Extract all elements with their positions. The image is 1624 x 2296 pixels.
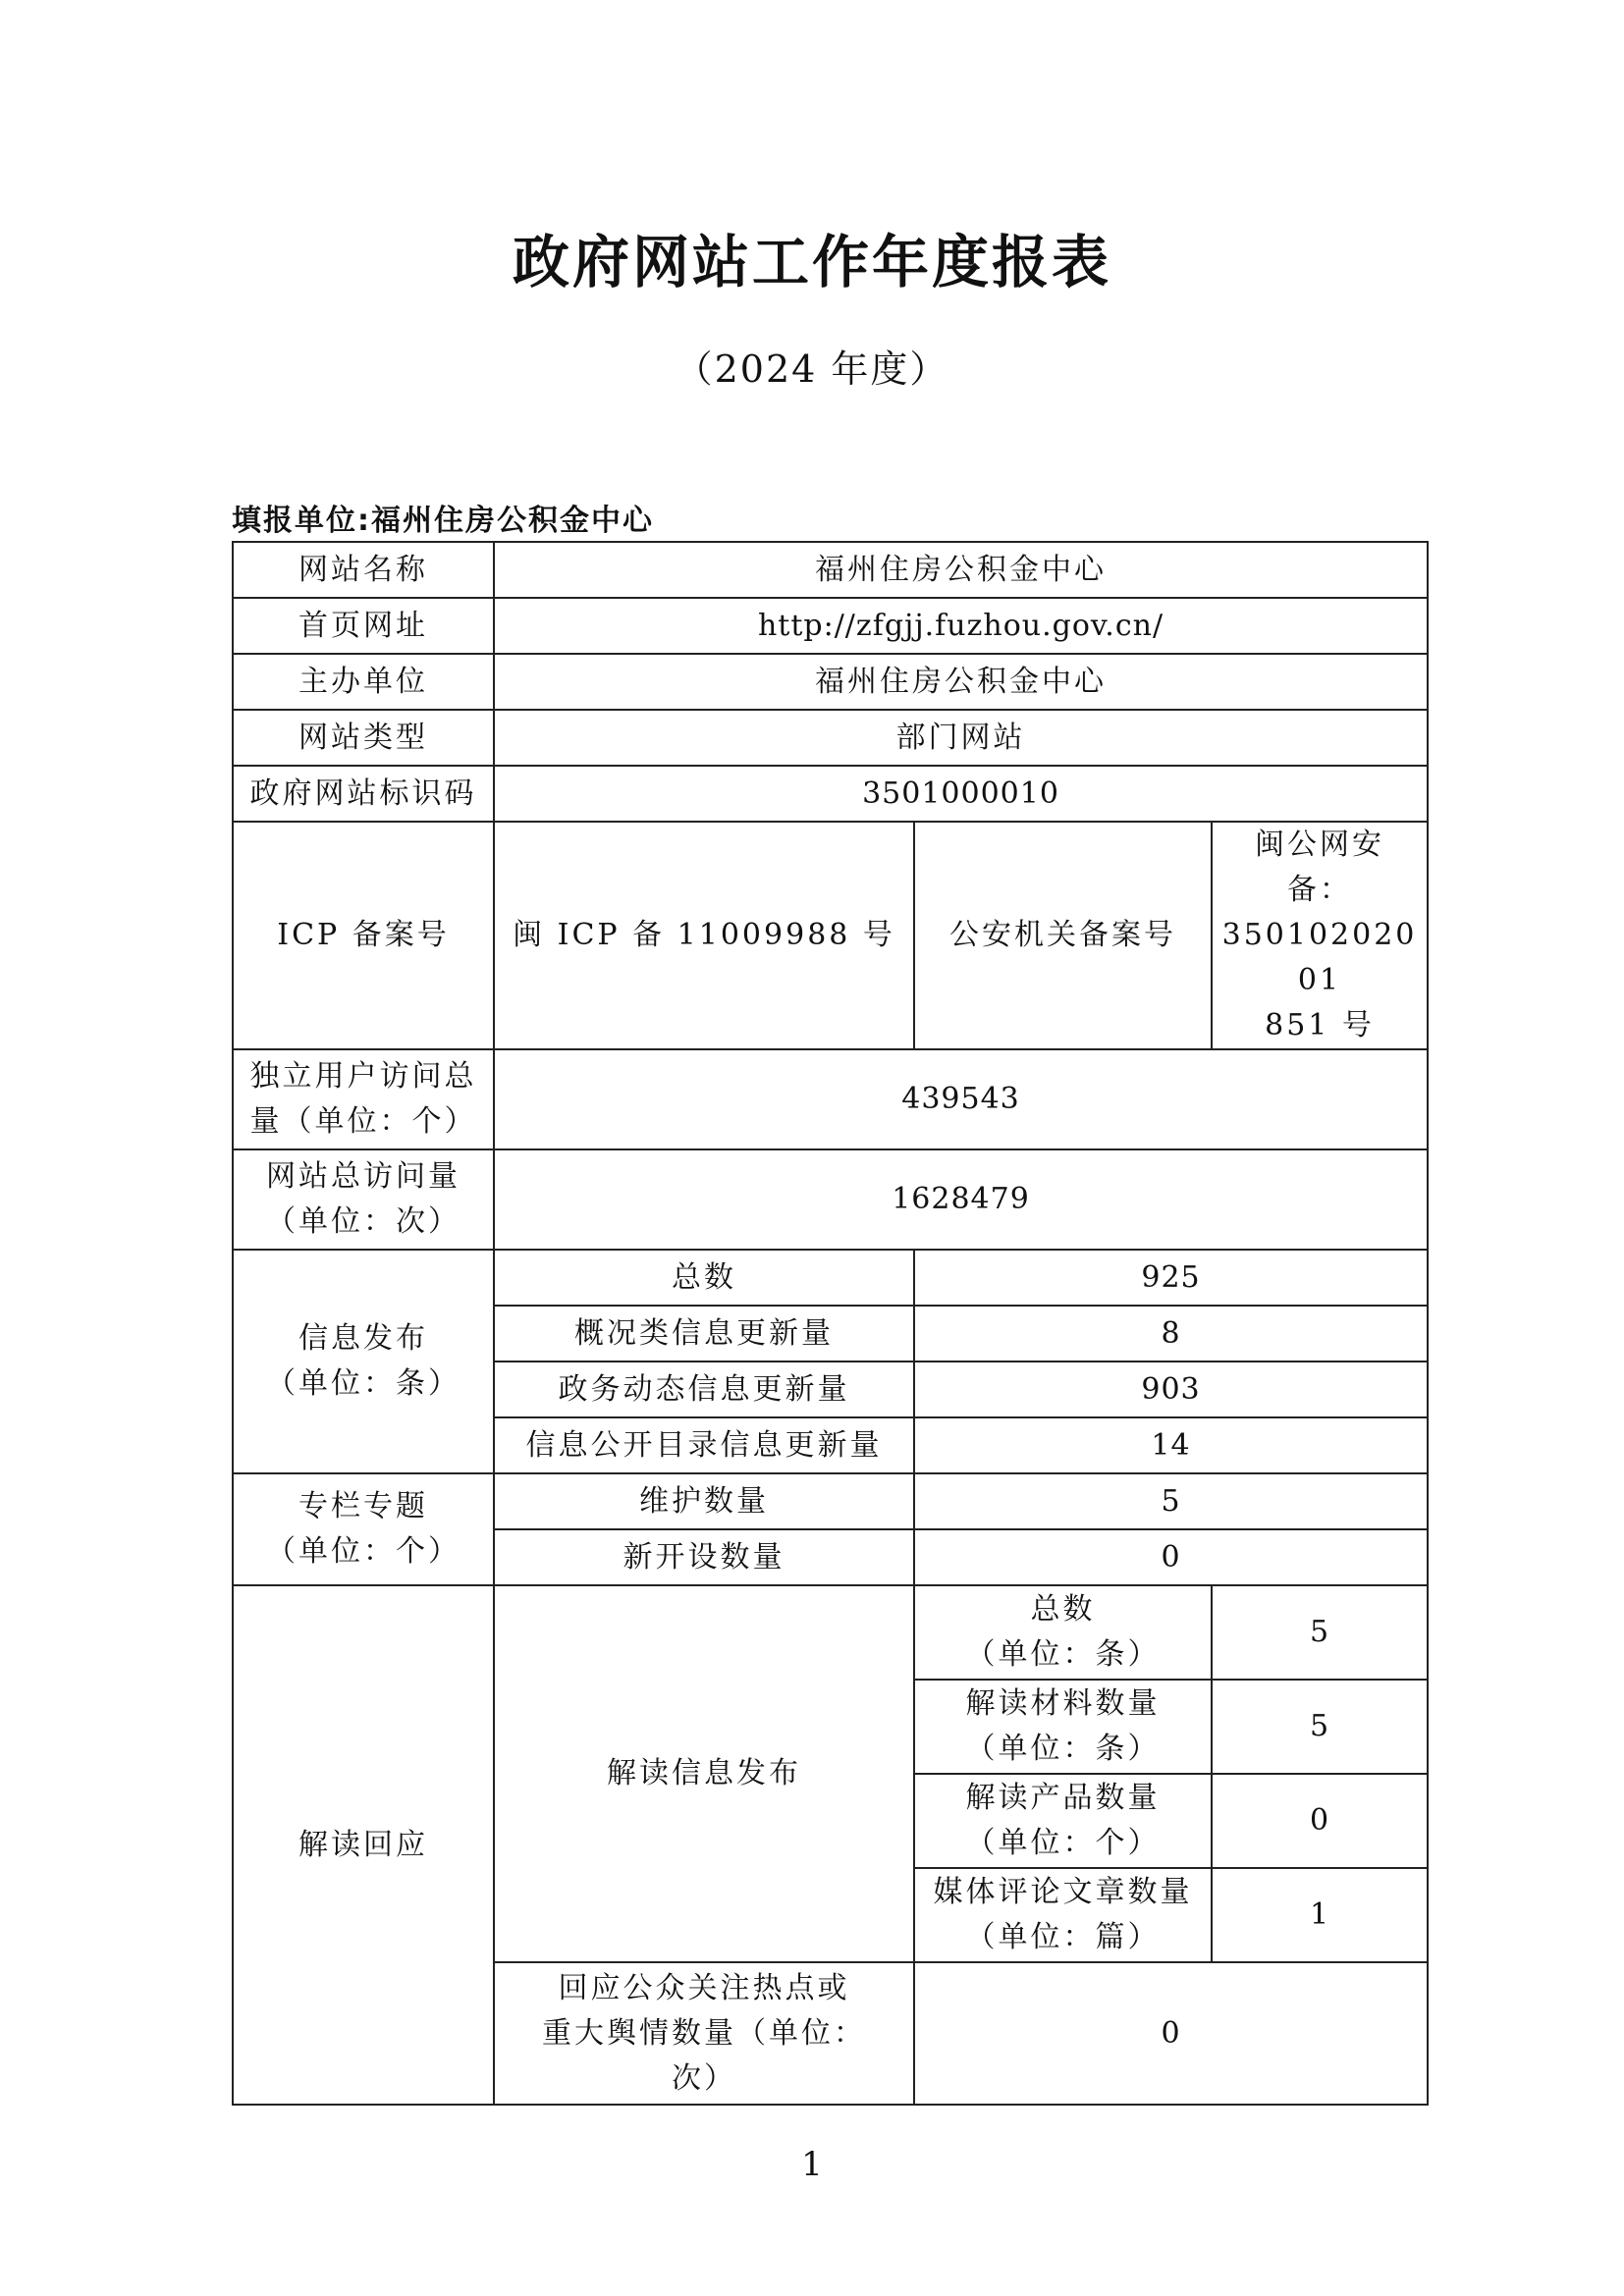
homepage-url: http://zfgjj.fuzhou.gov.cn/ <box>494 598 1428 654</box>
cell-value: 925 <box>914 1250 1428 1306</box>
reporting-unit: 填报单位:福州住房公积金中心 <box>232 504 654 538</box>
cell-value: 福州住房公积金中心 <box>494 542 1428 598</box>
label-line: 量（单位：个） <box>249 1104 477 1139</box>
label-line: 次） <box>672 2060 736 2096</box>
sub-section-label: 解读信息发布 <box>494 1585 914 1962</box>
cell-label: 总数 <box>494 1250 914 1306</box>
cell-label: 网站类型 <box>233 710 494 766</box>
label-line: 解读材料数量 <box>965 1686 1161 1721</box>
cell-value: 5 <box>1212 1680 1428 1774</box>
table-row <box>233 598 1428 654</box>
label-line: （单位：条） <box>965 1637 1161 1672</box>
cell-value: 0 <box>914 1529 1428 1585</box>
label-line: 总数 <box>1030 1592 1096 1627</box>
label-line: 独立用户访问总 <box>249 1059 477 1094</box>
label-line: （单位：次） <box>266 1204 460 1239</box>
cell-label: 首页网址 <box>233 598 494 654</box>
cell-label <box>233 1049 494 1149</box>
label-line: 网站总访问量 <box>266 1159 460 1194</box>
cell-value: 439543 <box>494 1049 1428 1149</box>
icp-number: 闽 ICP 备 11009988 号 <box>494 822 914 1049</box>
cell-value: 903 <box>914 1362 1428 1417</box>
cell-value: 8 <box>914 1306 1428 1362</box>
cell-label: 信息公开目录信息更新量 <box>494 1417 914 1473</box>
cell-value: 0 <box>1212 1774 1428 1868</box>
label-line: （单位：个） <box>965 1826 1161 1860</box>
cell-value: 福州住房公积金中心 <box>494 654 1428 710</box>
cell-value: 5 <box>1212 1585 1428 1680</box>
label-line: 重大舆情数量（单位： <box>542 2015 866 2051</box>
page-number: 1 <box>801 2145 823 2184</box>
cell-value: 14 <box>914 1417 1428 1473</box>
label-line: （单位：个） <box>266 1534 460 1569</box>
page-title: 政府网站工作年度报表 <box>512 229 1111 295</box>
cell-label: 概况类信息更新量 <box>494 1306 914 1362</box>
cell-label: ICP 备案号 <box>233 822 494 1049</box>
cell-label <box>233 1149 494 1250</box>
label-line: （单位：条） <box>266 1366 460 1401</box>
cell-label: 主办单位 <box>233 654 494 710</box>
label-line: 解读产品数量 <box>965 1781 1161 1815</box>
police-record-number <box>1212 822 1428 1049</box>
cell-label: 公安机关备案号 <box>914 822 1212 1049</box>
label-line: （单位：篇） <box>965 1920 1161 1954</box>
police-record-line: 851 号 <box>1265 1008 1375 1042</box>
cell-label: 新开设数量 <box>494 1529 914 1585</box>
table-row <box>233 654 1428 710</box>
cell-value: 部门网站 <box>494 710 1428 766</box>
cell-value: 3501000010 <box>494 766 1428 822</box>
table-row <box>233 542 1428 598</box>
cell-label: 维护数量 <box>494 1473 914 1529</box>
cell-value: 5 <box>914 1473 1428 1529</box>
cell-value: 0 <box>914 1962 1428 2105</box>
table-row <box>233 710 1428 766</box>
table-row <box>233 1473 1428 1529</box>
section-label: 解读回应 <box>233 1585 494 2105</box>
cell-label: 网站名称 <box>233 542 494 598</box>
police-record-line: 备： <box>1287 873 1353 907</box>
label-line: 信息发布 <box>298 1321 428 1356</box>
cell-label <box>914 1680 1212 1774</box>
section-label <box>233 1250 494 1473</box>
label-line: 媒体评论文章数量 <box>933 1875 1193 1909</box>
table-row <box>233 1149 1428 1250</box>
report-table <box>232 541 1429 2106</box>
table-row <box>233 822 1428 1049</box>
cell-label: 政务动态信息更新量 <box>494 1362 914 1417</box>
cell-label <box>914 1868 1212 1962</box>
cell-label <box>914 1774 1212 1868</box>
page-subtitle: （2024 年度） <box>675 347 949 391</box>
cell-value: 1628479 <box>494 1149 1428 1250</box>
table-row <box>233 1250 1428 1306</box>
cell-label <box>494 1962 914 2105</box>
label-line: 专栏专题 <box>298 1489 428 1523</box>
table-row <box>233 1049 1428 1149</box>
police-record-line: 35010202001 <box>1221 918 1418 997</box>
label-line: （单位：条） <box>965 1732 1161 1766</box>
table-row <box>233 1585 1428 1680</box>
table-row <box>233 766 1428 822</box>
cell-label <box>914 1585 1212 1680</box>
cell-value: 1 <box>1212 1868 1428 1962</box>
police-record-line: 闽公网安 <box>1255 828 1385 862</box>
label-line: 回应公众关注热点或 <box>558 1970 850 2005</box>
section-label <box>233 1473 494 1585</box>
cell-label: 政府网站标识码 <box>233 766 494 822</box>
